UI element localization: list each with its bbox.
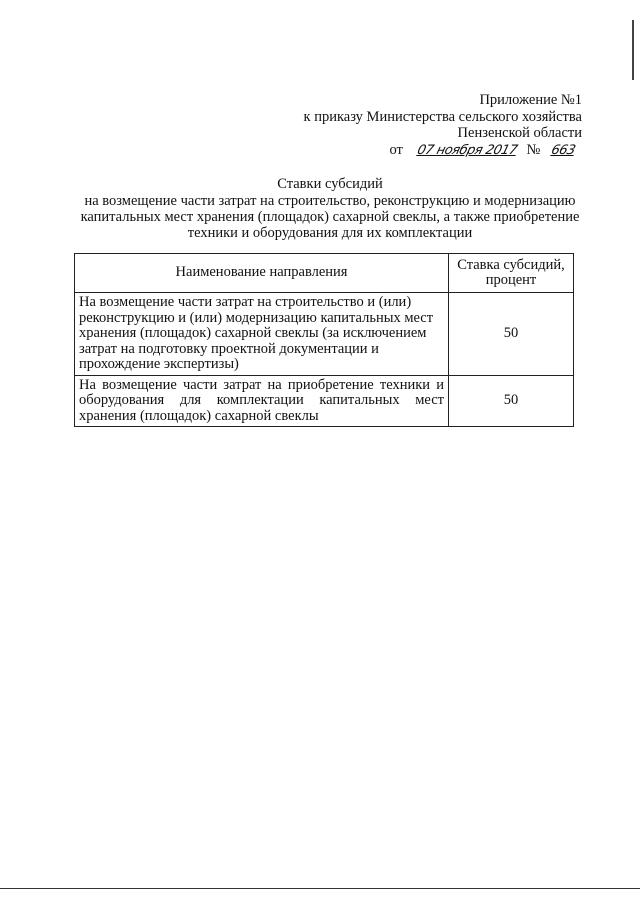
- row-rate: 50: [449, 375, 574, 427]
- date-prefix: от: [389, 141, 403, 158]
- handwritten-number: 663: [549, 142, 577, 158]
- header-direction: Наименование направления: [75, 254, 449, 293]
- row-direction: На возмещение части затрат на строительство и (или) реконструкцию и (или) модернизацию капитальных мест хранения (площадок) сахарной свеклы (за исключением затрат на подготовку проектной документации и прохождение экспертизы): [75, 293, 449, 376]
- appendix-region: Пензенской области: [457, 125, 582, 141]
- document-title: [60, 176, 600, 241]
- title-main: Ставки субсидий: [277, 176, 383, 192]
- table-header-row: [75, 254, 574, 293]
- title-subtitle: на возмещение части затрат на строительство, реконструкцию и модернизацию капитальных мест хранения (площадок) сахарной свеклы, а также приобретение техники и оборудования для их комплектации: [80, 193, 580, 241]
- scan-edge-mark: [632, 20, 634, 80]
- page-bottom-border: [0, 888, 640, 889]
- appendix-header: [252, 92, 582, 159]
- appendix-order-ref: к приказу Министерства сельского хозяйства: [303, 108, 582, 125]
- table-row: [75, 293, 574, 376]
- table-row: [75, 375, 574, 427]
- subsidy-rates-table: [74, 253, 574, 427]
- handwritten-date: 07 ноября 2017: [415, 142, 519, 158]
- row-rate: 50: [449, 293, 574, 376]
- header-rate: Ставка субсидий, процент: [449, 254, 574, 293]
- appendix-order-date-line: [252, 142, 582, 160]
- appendix-number: Приложение №1: [479, 92, 582, 108]
- number-prefix: №: [526, 141, 541, 158]
- row-direction: На возмещение части затрат на приобретение техники и оборудования для комплектации капитальных мест хранения (площадок) сахарной свеклы: [75, 375, 449, 427]
